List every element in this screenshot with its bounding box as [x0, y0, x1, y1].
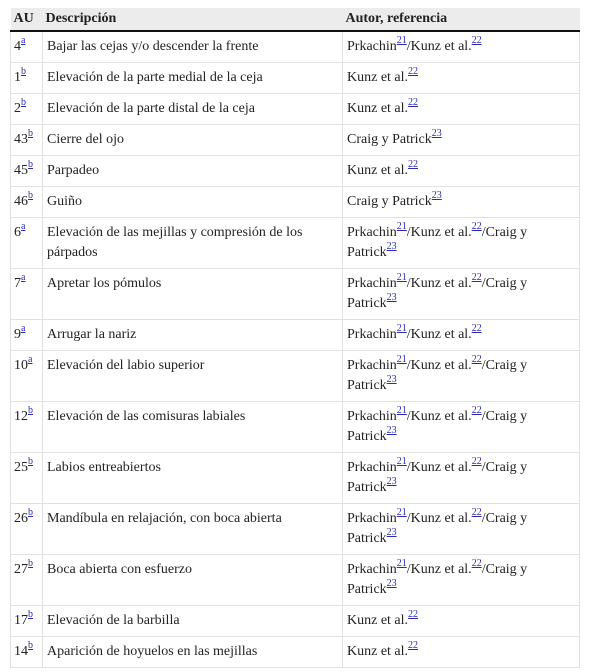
- au-number: 27: [14, 562, 28, 577]
- citation-link[interactable]: 21: [396, 558, 407, 569]
- author-text: /Craig y Patrick: [347, 358, 528, 393]
- reference-cell: [343, 31, 580, 63]
- reference-cell: [343, 63, 580, 94]
- footnote-link[interactable]: b: [28, 159, 33, 170]
- table-row: [11, 218, 580, 269]
- author-text: Kunz et al.: [347, 70, 409, 85]
- citation-link[interactable]: 21: [396, 35, 407, 46]
- footnote-link[interactable]: b: [28, 640, 33, 651]
- au-number: 45: [14, 163, 28, 178]
- table-row: [11, 269, 580, 320]
- table-row: [11, 94, 580, 125]
- footnote-link[interactable]: b: [28, 558, 33, 569]
- reference-cell: [343, 125, 580, 156]
- description-cell: Labios entreabiertos: [43, 453, 343, 504]
- au-cell: [11, 156, 43, 187]
- au-number: 1: [14, 70, 21, 85]
- description-cell: Boca abierta con esfuerzo: [43, 555, 343, 606]
- description-cell: Elevación de la parte distal de la ceja: [43, 94, 343, 125]
- table-row: [11, 187, 580, 218]
- author-text: Prkachin: [347, 562, 397, 577]
- citation-link[interactable]: 22: [471, 456, 482, 467]
- footnote-link[interactable]: b: [28, 405, 33, 416]
- citation-link[interactable]: 22: [408, 609, 419, 620]
- description-cell: Apretar los pómulos: [43, 269, 343, 320]
- author-text: /Craig y Patrick: [347, 460, 528, 495]
- author-text: /Kunz et al.: [406, 276, 472, 291]
- author-text: /Kunz et al.: [406, 409, 472, 424]
- footnote-link[interactable]: b: [28, 456, 33, 467]
- citation-sup: [472, 507, 482, 518]
- au-number: 46: [14, 194, 28, 209]
- author-text: /Craig y Patrick: [347, 562, 528, 597]
- citation-sup: [397, 272, 407, 283]
- author-text: /Kunz et al.: [406, 562, 472, 577]
- citation-link[interactable]: 23: [386, 374, 397, 385]
- citation-sup: [397, 35, 407, 46]
- citation-sup: [397, 558, 407, 569]
- footnote-link[interactable]: b: [28, 190, 33, 201]
- citation-sup: [387, 292, 397, 303]
- reference-cell: [343, 606, 580, 637]
- author-text: /Craig y Patrick: [347, 409, 528, 444]
- reference-cell: [343, 637, 580, 668]
- table-header: [11, 8, 580, 31]
- citation-sup: [387, 374, 397, 385]
- table-row: [11, 453, 580, 504]
- citation-link[interactable]: 21: [396, 507, 407, 518]
- description-cell: Mandíbula en relajación, con boca abierta: [43, 504, 343, 555]
- author-text: Craig y Patrick: [347, 132, 432, 147]
- citation-sup: [397, 507, 407, 518]
- header-description: Descripción: [43, 8, 343, 31]
- footnote-link[interactable]: b: [28, 128, 33, 139]
- citation-sup: [397, 456, 407, 467]
- table-row: [11, 402, 580, 453]
- author-text: Kunz et al.: [347, 101, 409, 116]
- au-number: 4: [14, 39, 21, 54]
- citation-sup: [408, 640, 418, 651]
- reference-cell: [343, 269, 580, 320]
- citation-link[interactable]: 23: [386, 241, 397, 252]
- footnote-link[interactable]: b: [21, 97, 26, 108]
- citation-sup: [472, 354, 482, 365]
- citation-sup: [472, 558, 482, 569]
- footnote-link[interactable]: a: [21, 221, 26, 232]
- citation-link[interactable]: 22: [408, 159, 419, 170]
- citation-sup: [387, 241, 397, 252]
- citation-link[interactable]: 23: [431, 128, 442, 139]
- footnote-sup: [21, 221, 25, 232]
- au-number: 2: [14, 101, 21, 116]
- table-row: [11, 156, 580, 187]
- author-text: Kunz et al.: [347, 613, 409, 628]
- citation-link[interactable]: 22: [471, 272, 482, 283]
- table-row: [11, 504, 580, 555]
- footnote-link[interactable]: a: [21, 323, 26, 334]
- description-cell: Elevación de la barbilla: [43, 606, 343, 637]
- footnote-sup: [28, 190, 33, 201]
- description-cell: Cierre del ojo: [43, 125, 343, 156]
- author-text: /Kunz et al.: [406, 39, 472, 54]
- citation-link[interactable]: 23: [386, 476, 397, 487]
- citation-sup: [408, 97, 418, 108]
- reference-cell: [343, 351, 580, 402]
- footnote-sup: [28, 128, 33, 139]
- citation-link[interactable]: 23: [386, 425, 397, 436]
- table-row: [11, 606, 580, 637]
- footnote-sup: [21, 323, 25, 334]
- footnote-link[interactable]: b: [28, 609, 33, 620]
- citation-link[interactable]: 22: [471, 354, 482, 365]
- au-cell: [11, 637, 43, 668]
- author-text: Kunz et al.: [347, 644, 409, 659]
- citation-sup: [408, 159, 418, 170]
- au-cell: [11, 218, 43, 269]
- au-number: 14: [14, 644, 28, 659]
- au-number: 43: [14, 132, 28, 147]
- citation-sup: [387, 425, 397, 436]
- citation-sup: [397, 354, 407, 365]
- footnote-sup: [21, 97, 26, 108]
- au-cell: [11, 453, 43, 504]
- citation-sup: [408, 609, 418, 620]
- author-text: /Kunz et al.: [406, 225, 472, 240]
- footnote-sup: [28, 640, 33, 651]
- citation-sup: [408, 66, 418, 77]
- footnote-sup: [28, 405, 33, 416]
- description-cell: Elevación de las mejillas y compresión de los párpados: [43, 218, 343, 269]
- citation-sup: [432, 190, 442, 201]
- au-cell: [11, 63, 43, 94]
- citation-sup: [472, 272, 482, 283]
- author-text: Craig y Patrick: [347, 194, 432, 209]
- table-row: [11, 125, 580, 156]
- au-number: 7: [14, 276, 21, 291]
- au-cell: [11, 269, 43, 320]
- author-text: Prkachin: [347, 358, 397, 373]
- table-row: [11, 555, 580, 606]
- footnote-sup: [28, 609, 33, 620]
- au-cell: [11, 504, 43, 555]
- citation-sup: [432, 128, 442, 139]
- author-text: /Craig y Patrick: [347, 276, 528, 311]
- footnote-sup: [28, 354, 32, 365]
- author-text: /Craig y Patrick: [347, 225, 528, 260]
- reference-cell: [343, 94, 580, 125]
- citation-sup: [472, 323, 482, 334]
- table-row: [11, 351, 580, 402]
- citation-sup: [472, 405, 482, 416]
- description-cell: Arrugar la nariz: [43, 320, 343, 351]
- citation-sup: [397, 405, 407, 416]
- citation-sup: [397, 221, 407, 232]
- author-text: /Kunz et al.: [406, 511, 472, 526]
- citation-link[interactable]: 21: [396, 221, 407, 232]
- au-cell: [11, 125, 43, 156]
- header-row: [11, 8, 580, 31]
- description-cell: Guiño: [43, 187, 343, 218]
- citation-link[interactable]: 22: [408, 97, 419, 108]
- au-cell: [11, 320, 43, 351]
- author-text: Prkachin: [347, 39, 397, 54]
- reference-cell: [343, 187, 580, 218]
- au-cell: [11, 187, 43, 218]
- au-cell: [11, 555, 43, 606]
- reference-cell: [343, 453, 580, 504]
- citation-link[interactable]: 21: [396, 456, 407, 467]
- footnote-link[interactable]: b: [28, 507, 33, 518]
- action-units-table: [10, 8, 580, 668]
- citation-link[interactable]: 22: [408, 640, 419, 651]
- citation-link[interactable]: 21: [396, 354, 407, 365]
- table-row: [11, 31, 580, 63]
- citation-link[interactable]: 23: [386, 578, 397, 589]
- footnote-sup: [21, 35, 25, 46]
- citation-sup: [472, 456, 482, 467]
- footnote-sup: [28, 507, 33, 518]
- au-number: 6: [14, 225, 21, 240]
- author-text: Prkachin: [347, 225, 397, 240]
- au-cell: [11, 402, 43, 453]
- author-text: Kunz et al.: [347, 163, 409, 178]
- citation-link[interactable]: 23: [431, 190, 442, 201]
- footnote-link[interactable]: b: [21, 66, 26, 77]
- reference-cell: [343, 218, 580, 269]
- author-text: Prkachin: [347, 409, 397, 424]
- header-au: AU: [11, 8, 43, 31]
- au-cell: [11, 31, 43, 63]
- au-number: 10: [14, 358, 28, 373]
- au-number: 9: [14, 327, 21, 342]
- footnote-sup: [28, 159, 33, 170]
- description-cell: Aparición de hoyuelos en las mejillas: [43, 637, 343, 668]
- citation-link[interactable]: 22: [471, 35, 482, 46]
- table-row: [11, 63, 580, 94]
- table-row: [11, 637, 580, 668]
- citation-link[interactable]: 21: [396, 272, 407, 283]
- author-text: /Craig y Patrick: [347, 511, 528, 546]
- author-text: Prkachin: [347, 276, 397, 291]
- author-text: /Kunz et al.: [406, 358, 472, 373]
- citation-link[interactable]: 22: [471, 558, 482, 569]
- citation-link[interactable]: 23: [386, 527, 397, 538]
- footnote-sup: [21, 272, 25, 283]
- reference-cell: [343, 555, 580, 606]
- au-number: 26: [14, 511, 28, 526]
- reference-cell: [343, 402, 580, 453]
- citation-sup: [472, 221, 482, 232]
- description-cell: Parpadeo: [43, 156, 343, 187]
- author-text: Prkachin: [347, 511, 397, 526]
- footnote-sup: [28, 558, 33, 569]
- citation-link[interactable]: 22: [471, 405, 482, 416]
- footnote-sup: [21, 66, 26, 77]
- description-cell: Elevación del labio superior: [43, 351, 343, 402]
- description-cell: Elevación de las comisuras labiales: [43, 402, 343, 453]
- table-body: [11, 31, 580, 668]
- author-text: /Kunz et al.: [406, 327, 472, 342]
- citation-sup: [472, 35, 482, 46]
- citation-link[interactable]: 22: [471, 221, 482, 232]
- citation-link[interactable]: 21: [396, 323, 407, 334]
- citation-link[interactable]: 22: [471, 507, 482, 518]
- footnote-link[interactable]: a: [21, 272, 26, 283]
- au-cell: [11, 94, 43, 125]
- footnote-link[interactable]: a: [28, 354, 33, 365]
- reference-cell: [343, 504, 580, 555]
- description-cell: Bajar las cejas y/o descender la frente: [43, 31, 343, 63]
- au-number: 25: [14, 460, 28, 475]
- citation-sup: [387, 578, 397, 589]
- citation-sup: [387, 476, 397, 487]
- citation-sup: [387, 527, 397, 538]
- au-cell: [11, 351, 43, 402]
- description-cell: Elevación de la parte medial de la ceja: [43, 63, 343, 94]
- citation-link[interactable]: 21: [396, 405, 407, 416]
- citation-link[interactable]: 23: [386, 292, 397, 303]
- author-text: Prkachin: [347, 327, 397, 342]
- au-number: 12: [14, 409, 28, 424]
- reference-cell: [343, 156, 580, 187]
- author-text: /Kunz et al.: [406, 460, 472, 475]
- citation-link[interactable]: 22: [471, 323, 482, 334]
- footnote-sup: [28, 456, 33, 467]
- header-reference: Autor, referencia: [343, 8, 580, 31]
- table-row: [11, 320, 580, 351]
- citation-sup: [397, 323, 407, 334]
- footnote-link[interactable]: a: [21, 35, 26, 46]
- author-text: Prkachin: [347, 460, 397, 475]
- au-cell: [11, 606, 43, 637]
- reference-cell: [343, 320, 580, 351]
- au-number: 17: [14, 613, 28, 628]
- citation-link[interactable]: 22: [408, 66, 419, 77]
